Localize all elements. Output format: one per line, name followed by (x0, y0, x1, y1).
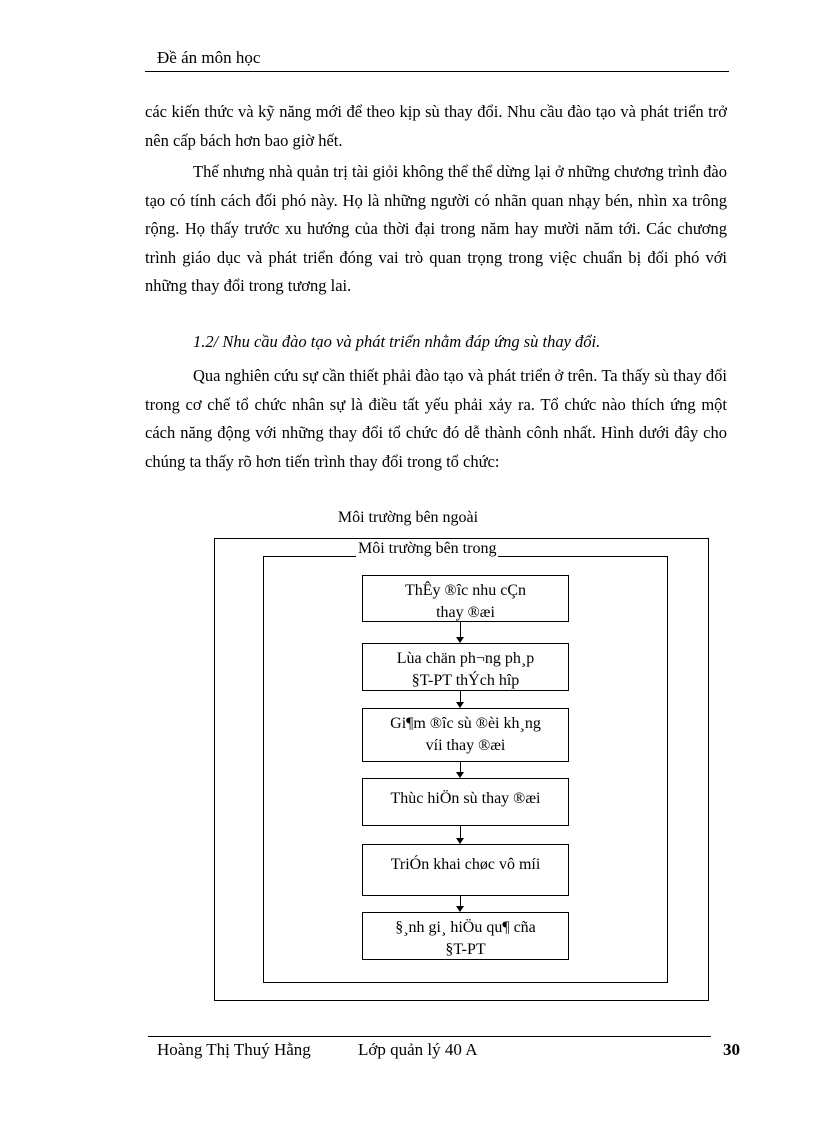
flow-arrow-4 (460, 826, 461, 838)
flow-step-2-line-2: §T-PT thÝch hîp (411, 672, 520, 689)
flow-step-2-line-1: Lùa chän ph¬ng ph¸p (396, 650, 535, 667)
footer-author: Hoàng Thị Thuý Hằng (157, 1040, 311, 1059)
flow-step-1 (362, 575, 569, 622)
flow-step-2 (362, 643, 569, 691)
flow-step-6-line-2: §T-PT (445, 941, 486, 958)
flow-step-3-line-2: víi thay ®æi (425, 737, 506, 754)
flow-step-6-line-1: §¸nh gi¸ hiÖu qu¶ cña (395, 919, 536, 936)
paragraph-2: Thế nhưng nhà quản trị tài giỏi không thể thể dừng lại ở những chương trình đào tạo có tính cách đối phó này. Họ là những người có nhãn quan nhạy bén, nhìn xa trông rộng. Họ thấy trước xu hướng của thời đại trong năm hay mười năm tới. Các chương trình giáo dục và phát triển đóng vai trò quan trọng trong việc chuẩn bị đối phó với những thay đổi trong tương lai. (145, 162, 727, 295)
page-header-title: Đề án môn học (157, 48, 261, 67)
flow-step-3 (362, 708, 569, 762)
flow-step-1-line-2: thay ®æi (436, 604, 495, 621)
flow-arrow-5 (460, 896, 461, 906)
flow-step-6 (362, 912, 569, 960)
flow-step-3-line-1: Gi¶m ®îc sù ®èi kh¸ng (390, 715, 541, 732)
page-number: 30 (723, 1040, 740, 1059)
flow-step-1-line-1: ThÊy ®îc nhu cÇn (404, 582, 527, 599)
flow-step-5-line-1: TriÓn khai chøc vô míi (390, 856, 541, 873)
flow-step-4-line-1: Thùc hiÖn sù thay ®æi (390, 790, 541, 807)
paragraph-1: các kiến thức và kỹ năng mới để theo kịp sù thay đổi. Nhu cầu đào tạo và phát triển trở nên cấp bách hơn bao giờ hết. (145, 102, 727, 150)
flow-arrow-1 (460, 622, 461, 637)
diagram-outer-label: Môi trường bên ngoài (337, 509, 479, 526)
paragraph-3: Qua nghiên cứu sự cần thiết phải đào tạo và phát triển ở trên. Ta thấy sù thay đổi trong cơ chế tổ chức nhân sự là điều tất yếu phải xảy ra. Tổ chức nào thích ứng một cách năng động với những thay đổi tổ chức đó dễ thành cônh nhất. Hình dưới đây cho chúng ta thấy rõ hơn tiến trình thay đổi trong tổ chức: (145, 366, 727, 471)
flow-step-4 (362, 778, 569, 826)
flow-arrow-2 (460, 691, 461, 702)
flow-arrow-3 (460, 762, 461, 772)
diagram-inner-label: Môi trường bên trong (358, 540, 497, 557)
header-divider (145, 71, 729, 72)
footer-divider (148, 1036, 711, 1037)
section-heading: 1.2/ Nhu cầu đào tạo và phát triển nhằm đáp ứng sù thay đổi. (193, 332, 601, 351)
flow-step-5 (362, 844, 569, 896)
footer-class: Lớp quản lý 40 A (358, 1040, 478, 1059)
